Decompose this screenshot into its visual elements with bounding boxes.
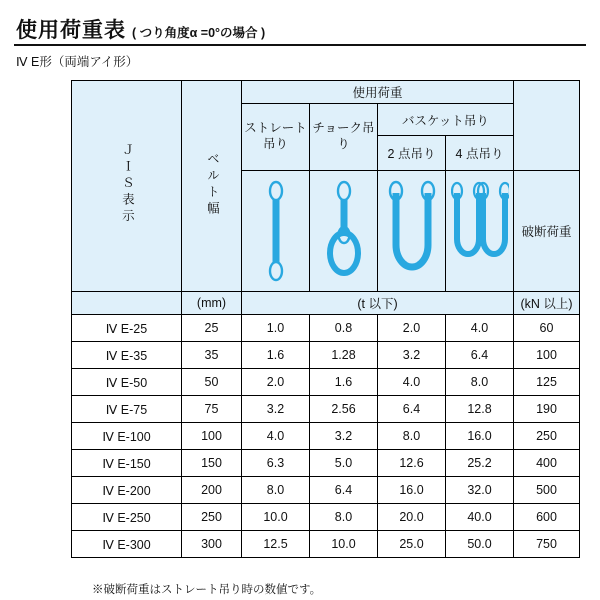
cell-straight: 1.6 [242,342,310,369]
cell-width: 200 [182,477,242,504]
cell-choke: 1.28 [310,342,378,369]
header-straight-label: ストレート吊り [244,121,307,151]
table-row [72,450,580,477]
cell-basket2: 12.6 [378,450,446,477]
table-row [72,423,580,450]
cell-breaking: 250 [514,423,580,450]
cell-basket4: 16.0 [446,423,514,450]
cell-width: 50 [182,369,242,396]
table-row [72,342,580,369]
header-belt-width-label: ベルト幅 [205,151,220,218]
cell-straight: 8.0 [242,477,310,504]
cell-jis: Ⅳ E-300 [72,531,182,558]
cell-width: 100 [182,423,242,450]
unit-mm: (mm) [182,292,242,315]
cell-width: 250 [182,504,242,531]
cell-straight: 12.5 [242,531,310,558]
cell-basket4: 32.0 [446,477,514,504]
cell-basket2: 2.0 [378,315,446,342]
cell-straight: 10.0 [242,504,310,531]
choke-sling-icon [310,171,378,292]
title-divider [14,44,586,46]
unit-ton: (t 以下) [242,292,514,315]
cell-choke: 8.0 [310,504,378,531]
cell-jis: Ⅳ E-250 [72,504,182,531]
cell-jis: Ⅳ E-100 [72,423,182,450]
header-choke-label: チョーク吊り [312,121,375,151]
page-title-main: 使用荷重表 [16,19,126,42]
cell-jis: Ⅳ E-150 [72,450,182,477]
cell-breaking: 600 [514,504,580,531]
cell-jis: Ⅳ E-75 [72,396,182,423]
cell-straight: 3.2 [242,396,310,423]
cell-jis: Ⅳ E-25 [72,315,182,342]
cell-breaking: 60 [514,315,580,342]
unit-kn: (kN 以上) [514,292,580,315]
basket-2point-sling-icon [378,171,446,292]
cell-basket4: 4.0 [446,315,514,342]
table-row [72,396,580,423]
cell-basket2: 20.0 [378,504,446,531]
cell-width: 300 [182,531,242,558]
cell-choke: 3.2 [310,423,378,450]
cell-breaking: 500 [514,477,580,504]
header-row-1 [72,81,580,104]
header-breaking-load [514,171,580,292]
cell-straight: 1.0 [242,315,310,342]
table-row [72,315,580,342]
cell-choke: 10.0 [310,531,378,558]
table-row [72,531,580,558]
straight-sling-icon [242,171,310,292]
cell-basket4: 40.0 [446,504,514,531]
header-choke [310,104,378,171]
cell-straight: 6.3 [242,450,310,477]
cell-width: 35 [182,342,242,369]
cell-choke: 2.56 [310,396,378,423]
page-title [16,14,265,44]
cell-choke: 0.8 [310,315,378,342]
page-title-sub: ( つり角度α =0°の場合 ) [132,26,266,40]
table-row [72,477,580,504]
header-jis [72,81,182,292]
cell-width: 25 [182,315,242,342]
header-breaking-load-spacer [514,81,580,171]
cell-basket4: 8.0 [446,369,514,396]
footnote: ※破断荷重はストレート吊り時の数値です。 [92,584,322,596]
cell-breaking: 400 [514,450,580,477]
cell-basket4: 50.0 [446,531,514,558]
cell-basket2: 25.0 [378,531,446,558]
header-straight [242,104,310,171]
cell-jis: Ⅳ E-35 [72,342,182,369]
cell-width: 75 [182,396,242,423]
header-basket: バスケット吊り [378,104,514,136]
cell-breaking: 750 [514,531,580,558]
table-row [72,369,580,396]
cell-breaking: 190 [514,396,580,423]
cell-basket4: 12.8 [446,396,514,423]
header-jis-label: ＪＩＳ表示 [120,143,135,226]
table-row [72,504,580,531]
unit-jis-blank [72,292,182,315]
cell-basket2: 6.4 [378,396,446,423]
cell-basket2: 4.0 [378,369,446,396]
cell-basket2: 8.0 [378,423,446,450]
unit-row [72,292,580,315]
cell-straight: 4.0 [242,423,310,450]
basket-4point-sling-icon [446,171,514,292]
cell-width: 150 [182,450,242,477]
load-capacity-table [71,80,580,558]
cell-basket4: 25.2 [446,450,514,477]
cell-basket2: 16.0 [378,477,446,504]
cell-basket4: 6.4 [446,342,514,369]
cell-breaking: 100 [514,342,580,369]
header-breaking-load-label: 破断荷重 [521,225,572,239]
cell-jis: Ⅳ E-50 [72,369,182,396]
cell-straight: 2.0 [242,369,310,396]
header-working-load: 使用荷重 [242,81,514,104]
header-belt-width [182,81,242,292]
table-subtitle: Ⅳ E形（両端アイ形） [16,55,139,69]
cell-breaking: 125 [514,369,580,396]
cell-choke: 6.4 [310,477,378,504]
header-basket-2point: 2 点吊り [378,136,446,171]
cell-choke: 1.6 [310,369,378,396]
header-basket-4point: 4 点吊り [446,136,514,171]
cell-choke: 5.0 [310,450,378,477]
cell-basket2: 3.2 [378,342,446,369]
cell-jis: Ⅳ E-200 [72,477,182,504]
